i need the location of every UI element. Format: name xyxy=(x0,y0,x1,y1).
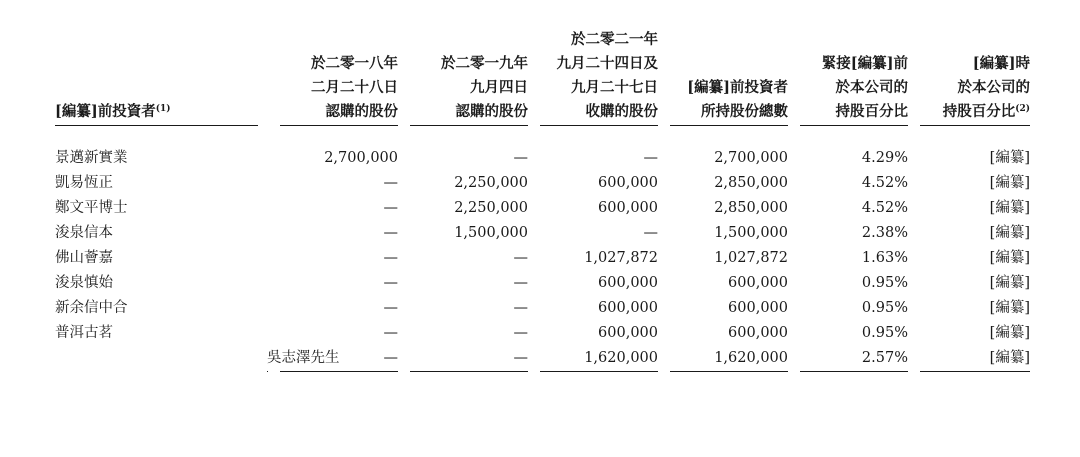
acquisition-2021-cell: 600,000 xyxy=(598,325,658,341)
acquisition-2021-cell: 600,000 xyxy=(598,275,658,291)
investor-name-cell: 佛山薈嘉 xyxy=(55,250,113,266)
table-row xyxy=(55,271,1030,296)
table-row xyxy=(55,171,1030,196)
pre-listing-percentage-cell: 4.52% xyxy=(861,200,908,216)
total-shares-cell: 600,000 xyxy=(728,300,788,316)
listing-percentage-cell: [編纂] xyxy=(989,200,1030,216)
listing-percentage-cell: [編纂] xyxy=(989,275,1030,291)
subscription-2019-cell: — xyxy=(513,275,528,291)
listing-percentage-cell: [編纂] xyxy=(989,250,1030,266)
total-shares-cell: 1,500,000 xyxy=(714,225,788,241)
listing-percentage-cell: [編纂] xyxy=(989,225,1030,241)
subscription-2019-cell: — xyxy=(398,346,528,372)
pre-listing-percentage-cell: 4.52% xyxy=(861,175,908,191)
subscription-2018-cell: — xyxy=(383,325,398,341)
table-row xyxy=(55,221,1030,246)
pre-listing-percentage-cell: 1.63% xyxy=(861,250,908,266)
header-listing-percentage: [編纂]時 於本公司的 持股百分比$^{(2)}$ xyxy=(908,28,1030,128)
subscription-2019-cell: — xyxy=(513,150,528,166)
subscription-2018-cell: 2,700,000 xyxy=(324,150,398,166)
listing-percentage-cell: [編纂] xyxy=(989,175,1030,191)
total-shares-cell: 2,850,000 xyxy=(714,175,788,191)
subscription-2018-cell: — xyxy=(383,225,398,241)
acquisition-2021-cell: 1,027,872 xyxy=(584,250,658,266)
total-shares-cell: 1,027,872 xyxy=(714,250,788,266)
header-investor: [編纂]前投資者$^{(1)}$ xyxy=(55,28,268,128)
subscription-2018-cell: — xyxy=(383,250,398,266)
table-row xyxy=(55,196,1030,221)
listing-percentage-cell: [編纂] xyxy=(908,346,1030,372)
acquisition-2021-cell: 600,000 xyxy=(598,300,658,316)
total-shares-cell: 2,700,000 xyxy=(714,150,788,166)
listing-percentage-cell: [編纂] xyxy=(989,150,1030,166)
investor-name-cell: 普洱古茗 xyxy=(55,325,113,341)
subscription-2019-cell: — xyxy=(513,325,528,341)
pre-listing-percentage-cell: 0.95% xyxy=(861,275,908,291)
pre-listing-percentage-cell: 0.95% xyxy=(861,300,908,316)
subscription-2018-cell: — xyxy=(383,275,398,291)
subscription-2018-cell: — xyxy=(383,300,398,316)
table-row xyxy=(55,321,1030,346)
subscription-2019-cell: 2,250,000 xyxy=(454,200,528,216)
investor-name-cell: 吳志澤先生 xyxy=(55,346,268,372)
table-row xyxy=(55,296,1030,321)
listing-percentage-cell: [編纂] xyxy=(989,300,1030,316)
pre-listing-percentage-cell: 2.57% xyxy=(788,346,908,372)
investor-name-cell: 景邁新實業 xyxy=(55,150,128,166)
header-total-shares: [編纂]前投資者 所持股份總數 xyxy=(658,28,788,128)
subscription-2018-cell: — xyxy=(268,346,398,372)
subscription-2018-cell: — xyxy=(383,175,398,191)
total-shares-cell: 2,850,000 xyxy=(714,200,788,216)
investor-name-cell: 鄭文平博士 xyxy=(55,200,128,216)
subscription-2018-cell: — xyxy=(383,200,398,216)
total-shares-cell: 1,620,000 xyxy=(658,346,788,372)
investor-name-cell: 新余信中合 xyxy=(55,300,128,316)
table-row xyxy=(55,346,1030,372)
subscription-2019-cell: — xyxy=(513,250,528,266)
table-body xyxy=(55,128,1030,372)
subscription-2019-cell: 1,500,000 xyxy=(454,225,528,241)
acquisition-2021-cell: 600,000 xyxy=(598,175,658,191)
header-2019-subscription: 於二零一九年 九月四日 認購的股份 xyxy=(398,28,528,128)
subscription-2019-cell: 2,250,000 xyxy=(454,175,528,191)
pre-ipo-investors-table xyxy=(55,28,1030,372)
header-2021-acquisition: 於二零二一年 九月二十四日及 九月二十七日 收購的股份 xyxy=(528,28,658,128)
subscription-2019-cell: — xyxy=(513,300,528,316)
investor-name-cell: 浚泉信本 xyxy=(55,225,113,241)
pre-listing-percentage-cell: 2.38% xyxy=(861,225,908,241)
total-shares-cell: 600,000 xyxy=(728,325,788,341)
pre-listing-percentage-cell: 4.29% xyxy=(861,150,908,166)
header-pre-listing-percentage: 緊接[編纂]前 於本公司的 持股百分比 xyxy=(788,28,908,128)
listing-percentage-cell: [編纂] xyxy=(989,325,1030,341)
acquisition-2021-cell: — xyxy=(643,225,658,241)
table-row xyxy=(55,246,1030,271)
investor-name-cell: 浚泉慎始 xyxy=(55,275,113,291)
acquisition-2021-cell: 1,620,000 xyxy=(528,346,658,372)
investor-name-cell: 凱易恆正 xyxy=(55,175,113,191)
pre-listing-percentage-cell: 0.95% xyxy=(861,325,908,341)
total-shares-cell: 600,000 xyxy=(728,275,788,291)
acquisition-2021-cell: 600,000 xyxy=(598,200,658,216)
acquisition-2021-cell: — xyxy=(643,150,658,166)
table-header xyxy=(55,28,1030,128)
header-2018-subscription: 於二零一八年 二月二十八日 認購的股份 xyxy=(268,28,398,128)
table-row xyxy=(55,146,1030,171)
